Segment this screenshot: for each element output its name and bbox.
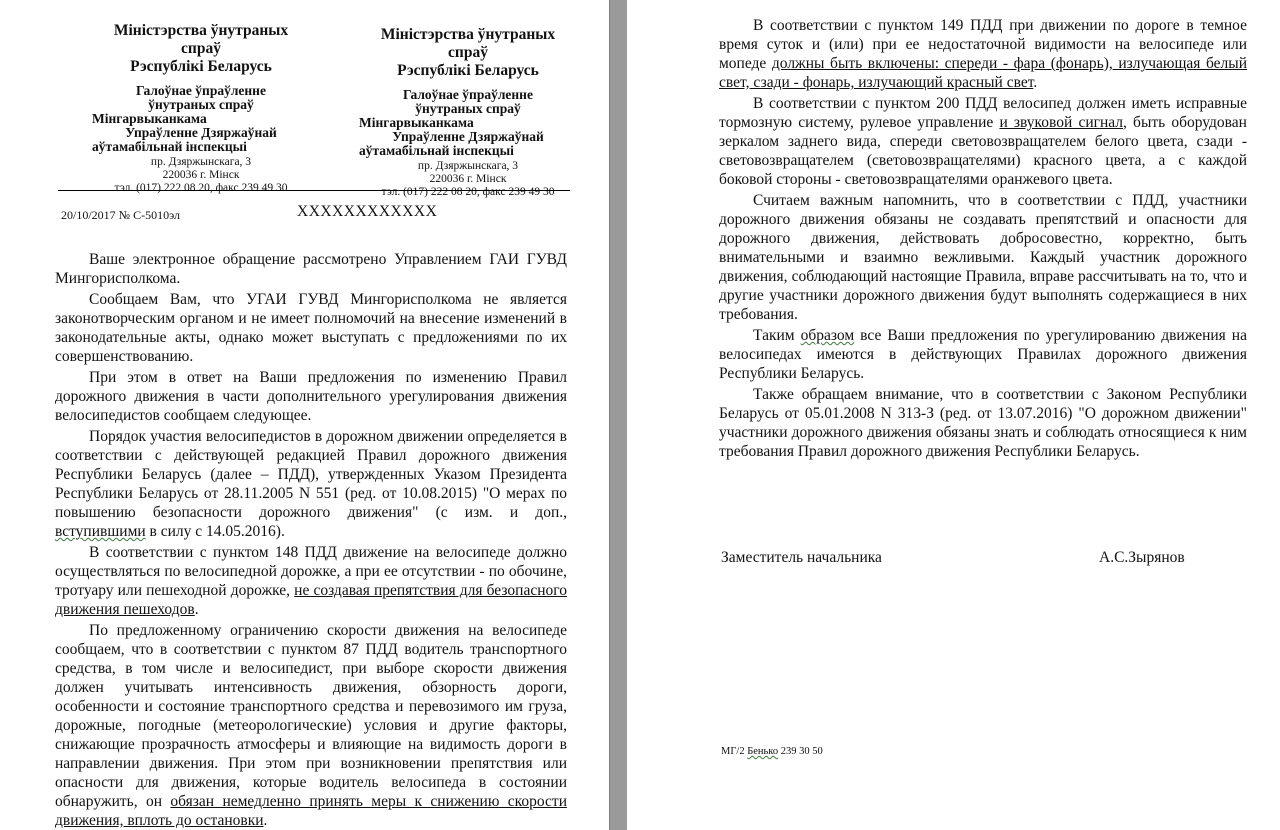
dept-line: Упраўленне Дзяржаўнай bbox=[125, 125, 277, 140]
address-city: 220036 г. Мінск bbox=[429, 173, 507, 185]
address-phone: тэл. (017) 222 08 20, факс 239 49 30 bbox=[114, 182, 288, 194]
underlined-text: обязан немедленно принять меры к снижению скорости движения, вплоть до остановки bbox=[55, 793, 567, 829]
text-run: В соответствии с пунктом 148 ПДД движение на велосипеде должно осуществляться по велосипедной дорожке, а при ее отсутствии - по обочине, тротуару или пешеходной дорожке, bbox=[55, 544, 567, 599]
address-city: 220036 г. Мінск bbox=[162, 169, 240, 181]
document-page-left bbox=[0, 0, 609, 830]
text-run: . bbox=[1033, 74, 1038, 91]
paragraph-intro: Ваше электронное обращение рассмотрено Управлением ГАИ ГУВД Мингорисполкома. bbox=[55, 251, 567, 287]
address-phone: тэл. (017) 222 08 20, факс 239 49 30 bbox=[381, 186, 555, 198]
paragraph-competence: Сообщаем Вам, что УГАИ ГУВД Мингорисполкома не является законотворческим органом и не имеет полномочий на внесение изменений в законодательные акты, однако может выступать с предложениями по их совершенствованию. bbox=[55, 291, 567, 365]
letterhead-belarusian-duplicate bbox=[355, 26, 581, 199]
dept-line: аўтамабільнай інспекцыі bbox=[359, 143, 514, 158]
ministry-line-1: Міністэрства ўнутраных bbox=[113, 22, 289, 39]
underlined-text: и звуковой сигнал bbox=[999, 114, 1124, 131]
spellcheck-word: вступившими bbox=[55, 523, 146, 540]
letterhead-divider bbox=[58, 190, 570, 191]
text-run: Таким bbox=[753, 327, 801, 344]
ministry-name bbox=[88, 22, 314, 76]
text-run: . bbox=[194, 601, 199, 618]
paragraph-clause-87 bbox=[55, 621, 567, 830]
address-street: пр. Дзяржынскага, 3 bbox=[150, 156, 252, 168]
text-run: В соответствии с пунктом 200 ПДД велосипед должен иметь исправные тормозную систему, рулевое управление bbox=[719, 95, 1247, 131]
paragraph-participants-duties: Считаем важным напомнить, что в соответствии с ПДД, участники дорожного движения обязаны не создавать препятствий и опасности для дорожного движения, действовать добросовестно, корректно, быть внимательными и взаимно вежливыми. Каждый участник дорожного движения, соблюдающий настоящие Правила, вправе рассчитывать на то, что и другие участники дорожного движения будут выполнять содержащиеся в них требования. bbox=[719, 192, 1247, 323]
ministry-line-2: спраў bbox=[448, 44, 488, 61]
document-page-right bbox=[627, 0, 1280, 830]
dept-line: Мінгарвыканкама bbox=[92, 111, 207, 126]
paragraph-response: При этом в ответ на Ваши предложения по изменению Правил дорожного движения в части дополнительного урегулирования движения велосипедистов сообщаем следующее. bbox=[55, 369, 567, 424]
department-name bbox=[355, 88, 581, 158]
ministry-line-1: Міністэрства ўнутраных bbox=[380, 26, 556, 43]
text-run: . bbox=[263, 812, 268, 829]
paragraph-clause-149 bbox=[719, 16, 1247, 92]
text-run: В соответствии с пунктом 149 ПДД при движении по дороге в темное время суток и (или) при ее недостаточной видимости на велосипеде или мопеде bbox=[719, 17, 1247, 72]
signature-block bbox=[721, 548, 1221, 567]
dept-line: ўнутраных спраў bbox=[148, 97, 254, 112]
text-run: Порядок участия велосипедистов в дорожном движении определяется в соответствии с действующей редакцией Правил дорожного движения Республики Беларусь (далее – ПДД), утвержденных Указом Президента Республики Беларусь от 28.11.2005 N 551 (ред. от 10.08.2015) "О мерах по повышению безопасности дорожного движения" (с изм. и доп., bbox=[55, 428, 567, 521]
paragraph-pdd-reference bbox=[55, 427, 567, 541]
dept-line: Галоўнае ўпраўленне bbox=[403, 87, 533, 102]
country-name: Рэспублікі Беларусь bbox=[397, 62, 539, 79]
ministry-line-2: спраў bbox=[181, 40, 221, 57]
text-run: , быть оборудован зеркалом заднего вида, спереди световозвращателем белого цвета, сзади - световозвращателем (световозвращателями) красного цвета, а с каждой боковой стороны - световозвращателями оранжевого цвета. bbox=[719, 114, 1247, 188]
text-run: в силу с 14.05.2016). bbox=[145, 523, 285, 540]
signature-name: А.С.Зырянов bbox=[1099, 549, 1185, 566]
letterhead-belarusian bbox=[88, 22, 314, 195]
letter-body-right bbox=[719, 16, 1247, 463]
signature-title: Заместитель начальника bbox=[721, 549, 882, 566]
text-run: МГ/2 bbox=[721, 746, 748, 757]
address-street: пр. Дзяржынскага, 3 bbox=[417, 160, 519, 172]
executor-info bbox=[721, 746, 823, 757]
registration-number: 20/10/2017 № С-5010эл bbox=[61, 208, 181, 222]
page-gutter bbox=[609, 0, 629, 830]
underlined-text: должны быть включены: спереди - фара (фонарь), излучающая белый свет, сзади - фонарь, излучающий красный свет bbox=[719, 55, 1248, 91]
underlined-text: не создавая препятствия для безопасного движения пешеходов bbox=[55, 582, 567, 618]
text-run: 239 30 50 bbox=[778, 746, 823, 757]
paragraph-law-reference: Также обращаем внимание, что в соответствии с Законом Республики Беларусь от 05.01.2008 N 313-З (ред. от 13.07.2016) "О дорожном движении" участники дорожного движения обязаны знать и соблюдать относящиеся к ним требования Правил дорожного движения Республики Беларусь. bbox=[719, 386, 1247, 460]
dept-line: Галоўнае ўпраўленне bbox=[136, 83, 266, 98]
dept-line: Упраўленне Дзяржаўнай bbox=[392, 129, 544, 144]
spellcheck-word: образом bbox=[800, 327, 855, 344]
text-run: все Ваши предложения по урегулированию движения на велосипедах имеются в действующих Правилах дорожного движения Республики Беларусь. bbox=[719, 327, 1247, 382]
ministry-name bbox=[355, 26, 581, 80]
text-run: По предложенному ограничению скорости движения на велосипеде сообщаем, что в соответствии с пунктом 87 ПДД водитель транспортного средства, в том числе и велосипедист, при выборе скорости движения должен учитывать интенсивность движения, обзорность дороги, особенности и состояние транспортного средства и перевозимого им груза, дорожные, погодные (метеорологические) условия и другие факторы, снижающие прозрачность атмосферы и влияющие на видимость дороги в направлении движения. При этом при возникновении препятствия или опасности для движения, которые водитель велосипеда в состоянии обнаружить, он bbox=[55, 622, 567, 810]
paragraph-clause-200 bbox=[719, 94, 1247, 189]
paragraph-clause-148 bbox=[55, 543, 567, 619]
letter-body-left bbox=[55, 250, 567, 830]
dept-line: Мінгарвыканкама bbox=[359, 115, 474, 130]
letterhead-address bbox=[355, 160, 581, 199]
dept-line: аўтамабільнай інспекцыі bbox=[92, 139, 247, 154]
department-name bbox=[88, 84, 314, 154]
paragraph-conclusion bbox=[719, 326, 1247, 383]
spellcheck-word: Бенько bbox=[747, 746, 779, 757]
country-name: Рэспублікі Беларусь bbox=[130, 58, 272, 75]
dept-line: ўнутраных спраў bbox=[415, 101, 521, 116]
addressee: ХХХХХХХХХХХХ bbox=[297, 203, 438, 220]
